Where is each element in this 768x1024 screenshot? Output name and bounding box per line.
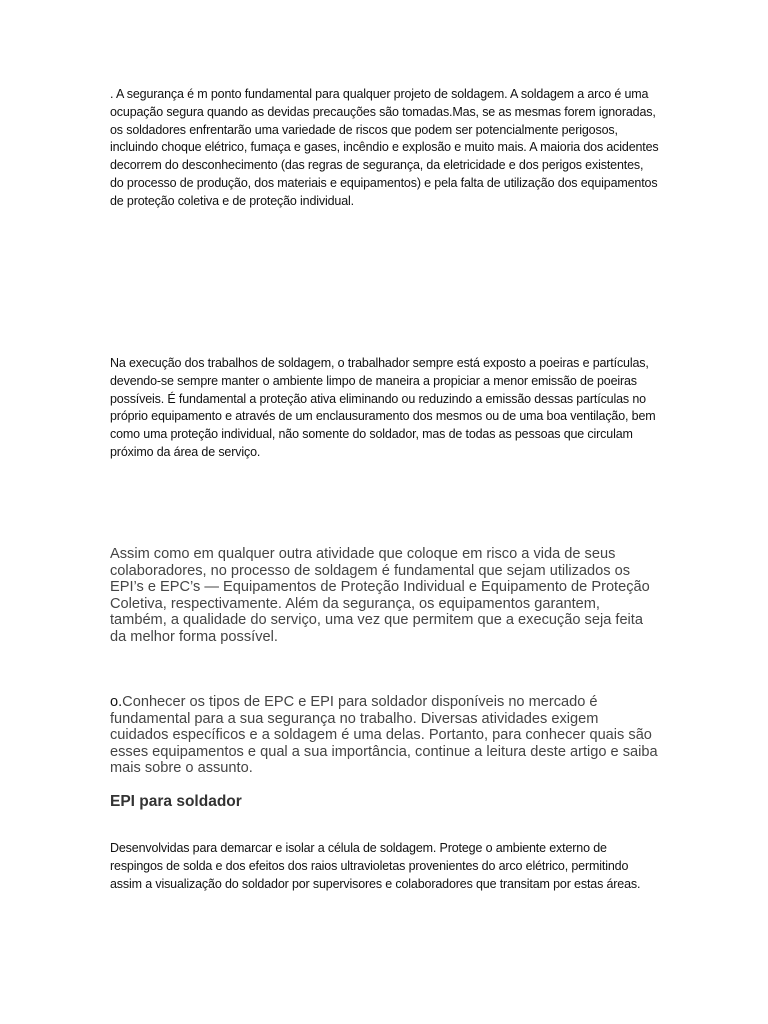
paragraph-know-equipment-text: Conhecer os tipos de EPC e EPI para soldador disponíveis no mercado é fundamental para a sua segurança no trabalho. Diversas atividades exigem cuidados específicos e a soldagem é uma delas. Portanto, para conhecer quais são esses equipamentos e qual a sua importância, continue a leitura deste artigo e saiba mais sobre o assunto. (110, 694, 658, 776)
section-heading-epi: EPI para soldador (110, 793, 242, 810)
paragraph-dust-particles: Na execução dos trabalhos de soldagem, o trabalhador sempre está exposto a poeiras e partículas, devendo-se sempre manter o ambiente limpo de maneira a propiciar a menor emissão de poeiras possíveis. É fundamental a proteção ativa eliminando ou reduzindo a emissão dessas partículas no próprio equipamento e através de um enclausuramento dos mesmos ou de uma boa ventilação, bem como uma proteção individual, não somente do soldador, mas de todas as pessoas que circulam próximo da área de serviço. (110, 356, 656, 459)
paragraph-welding-cell: Desenvolvidas para demarcar e isolar a célula de soldagem. Protege o ambiente externo de respingos de solda e dos efeitos dos raios ultravioletas provenientes do arco elétrico, permitindo assim a visualização do soldador por supervisores e colaboradores que transitam por estas áreas. (110, 841, 641, 891)
paragraph-safety-intro: . A segurança é m ponto fundamental para qualquer projeto de soldagem. A soldagem a arco é uma ocupação segura quando as devidas precauções são tomadas.Mas, se as mesmas forem ignoradas, os soldadores enfrentarão uma variedade de riscos que podem ser potencialmente perigosos, incluindo choque elétrico, fumaça e gases, incêndio e explosão e muito mais. A maioria dos acidentes decorrem do desconhecimento (das regras de segurança, da eletricidade e dos perigos existentes, do processo de produção, dos materiais e equipamentos) e pela falta de utilização dos equipamentos de proteção coletiva e de proteção individual. (110, 87, 659, 208)
paragraph-know-equipment (110, 694, 660, 777)
paragraph-lead-marker: o. (110, 694, 123, 710)
paragraph-epi-epc: Assim como em qualquer outra atividade que coloque em risco a vida de seus colaboradores, no processo de soldagem é fundamental que sejam utilizados os EPI’s e EPC’s — Equipamentos de Proteção Individual e Equipamento de Proteção Coletiva, respectivamente. Além da segurança, os equipamentos garantem, também, a qualidade do serviço, uma vez que permitem que a execução seja feita da melhor forma possível. (110, 546, 650, 645)
